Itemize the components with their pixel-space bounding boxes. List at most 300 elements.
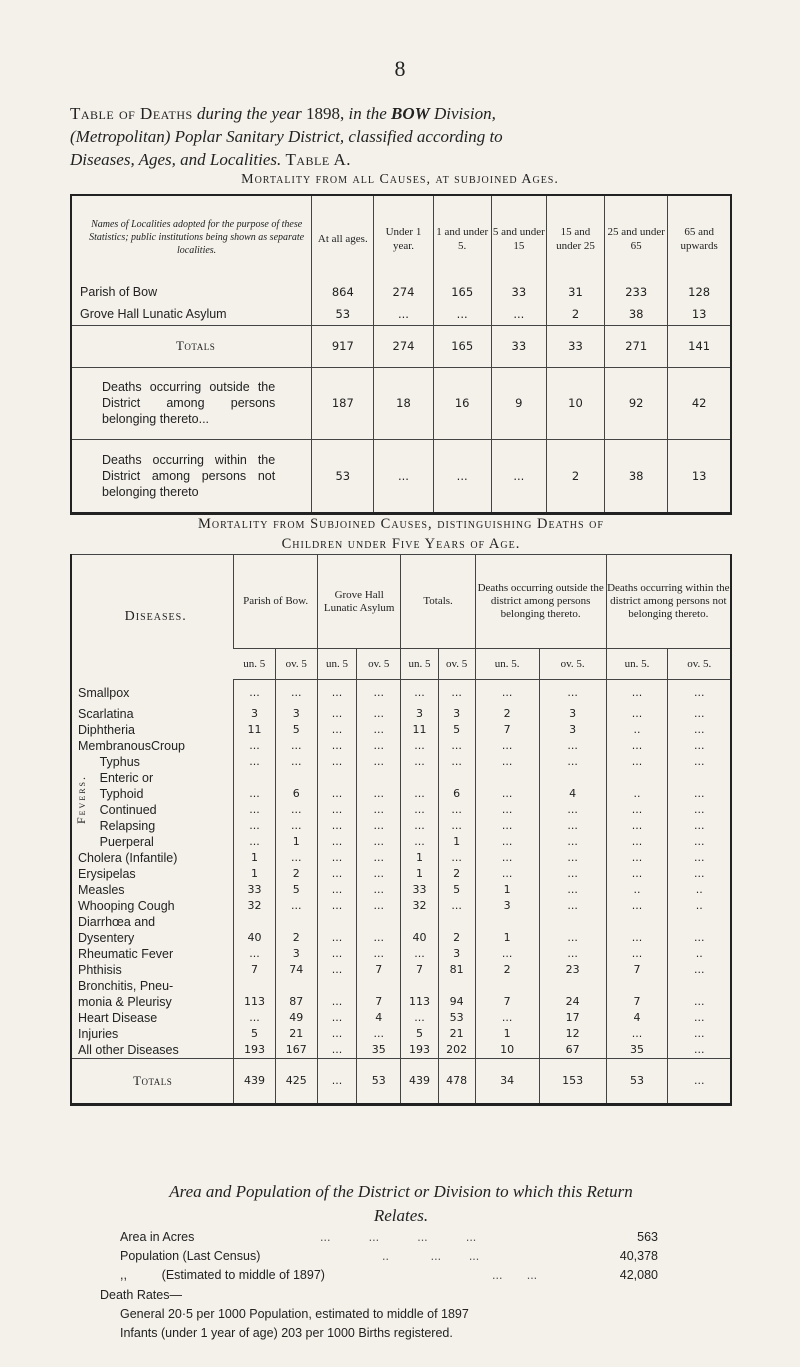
cell: ... — [401, 802, 438, 818]
disease-name: Relapsing — [99, 818, 156, 833]
cell: 113 — [401, 994, 438, 1010]
cell: 153 — [539, 1058, 606, 1104]
cell: ... — [317, 866, 356, 882]
cell: ... — [438, 818, 475, 834]
cell: ... — [606, 834, 668, 850]
fevers-group-label: Fevers. — [74, 775, 89, 825]
cell: ... — [234, 786, 275, 802]
col-header-25-65: 25 and under 65 — [605, 195, 668, 281]
title-caps: Table of Deaths — [70, 104, 193, 123]
cell: .. — [606, 722, 668, 738]
cell: 1 — [234, 866, 275, 882]
cell: 32 — [401, 898, 438, 914]
disease-name: Typhus — [99, 754, 140, 769]
cell: ... — [357, 850, 401, 866]
table-row — [71, 834, 731, 850]
disease-name: Typhoid — [99, 786, 144, 801]
table-row — [71, 994, 731, 1010]
cell: ... — [668, 994, 731, 1010]
cell: 274 — [374, 281, 433, 303]
infant-death-rate: Infants (under 1 year of age) 203 per 1000 Births registered. — [120, 1326, 453, 1340]
table-row — [71, 866, 731, 882]
disease-name: Rheumatic Fever — [78, 946, 174, 961]
cell: 187 — [312, 367, 374, 439]
cell: 53 — [357, 1058, 401, 1104]
cell: 233 — [605, 281, 668, 303]
table-row — [71, 1042, 731, 1059]
disease-name: Smallpox — [78, 685, 130, 700]
sub-header: un. 5. — [606, 649, 668, 680]
cell: ... — [374, 439, 433, 513]
cell: ... — [475, 850, 539, 866]
population-estimated-row: ,, (Estimated to middle of 1897) ... ... 42,080 — [120, 1268, 658, 1282]
cell: 3 — [234, 706, 275, 722]
cell: 21 — [275, 1026, 317, 1042]
table-row — [71, 303, 731, 325]
cell: ... — [317, 1010, 356, 1026]
cell: ... — [317, 1058, 356, 1104]
cell: ... — [539, 754, 606, 770]
estimated-label: ,, (Estimated to middle of 1897) — [120, 1268, 325, 1282]
cell: ... — [491, 303, 546, 325]
table-row — [71, 914, 731, 930]
cell: ... — [401, 1010, 438, 1026]
cell: ... — [234, 834, 275, 850]
disease-name: Erysipelas — [78, 866, 136, 881]
cell: 274 — [374, 325, 433, 367]
cell: 33 — [234, 882, 275, 898]
cell: 11 — [234, 722, 275, 738]
cell: 3 — [275, 706, 317, 722]
cell: 193 — [401, 1042, 438, 1059]
cell: ... — [357, 802, 401, 818]
group-header-parish-of-bow: Parish of Bow. — [234, 555, 318, 649]
cell: ... — [539, 802, 606, 818]
cell: ... — [275, 754, 317, 770]
cell: ... — [357, 754, 401, 770]
group-header-grove-hall: Grove Hall Lunatic Asylum — [317, 555, 401, 649]
cell: 7 — [357, 994, 401, 1010]
cell: 5 — [275, 722, 317, 738]
row-label: Deaths occurring outside the District among persons belonging thereto... — [71, 367, 312, 439]
cell: ... — [668, 1058, 731, 1104]
cell: ... — [668, 962, 731, 978]
table-row — [71, 850, 731, 866]
table-row — [71, 754, 731, 770]
cell: ... — [317, 834, 356, 850]
cell: ... — [606, 1026, 668, 1042]
table-row — [71, 978, 731, 994]
cell: ... — [357, 866, 401, 882]
cell: ... — [539, 818, 606, 834]
cell — [668, 770, 731, 786]
outside-row — [71, 367, 731, 439]
cell: 17 — [539, 1010, 606, 1026]
cell: ... — [275, 680, 317, 706]
cell: 1 — [475, 882, 539, 898]
cell: ... — [433, 439, 491, 513]
cell: ... — [317, 850, 356, 866]
cell: 13 — [668, 439, 731, 513]
cell: ... — [606, 680, 668, 706]
cell: ... — [234, 754, 275, 770]
cell: 33 — [546, 325, 604, 367]
col-header-65-up: 65 and upwards — [668, 195, 731, 281]
cell: 1 — [475, 930, 539, 946]
table2-caption-line1: Mortality from Subjoined Causes, distinguishing Deaths of — [198, 516, 604, 532]
cell: ... — [668, 1042, 731, 1059]
cell — [357, 770, 401, 786]
population-census-row: Population (Last Census) .. ... ... 40,378 — [120, 1249, 658, 1263]
cell — [234, 914, 275, 930]
cell — [401, 770, 438, 786]
cell: 3 — [275, 946, 317, 962]
cell: .. — [606, 882, 668, 898]
diseases-header: Diseases. — [124, 609, 187, 625]
cell — [317, 770, 356, 786]
cell: ... — [539, 898, 606, 914]
cell: 53 — [438, 1010, 475, 1026]
cell: ... — [234, 680, 275, 706]
cell: ... — [357, 722, 401, 738]
cell: ... — [475, 834, 539, 850]
cell: 4 — [539, 786, 606, 802]
page-title — [70, 102, 730, 171]
cell: 33 — [401, 882, 438, 898]
sub-header: un. 5 — [401, 649, 438, 680]
cell: ... — [317, 930, 356, 946]
disease-name: Continued — [99, 802, 157, 817]
disease-name: Scarlatina — [78, 706, 134, 721]
cell: ... — [475, 738, 539, 754]
cell: 42 — [668, 367, 731, 439]
table-row — [71, 722, 731, 738]
cell — [317, 978, 356, 994]
cell: 5 — [275, 882, 317, 898]
cell: ... — [606, 738, 668, 754]
cell: ... — [317, 898, 356, 914]
cell: 21 — [438, 1026, 475, 1042]
disease-name: MembranousCroup — [78, 738, 185, 753]
cell: 439 — [234, 1058, 275, 1104]
cell: ... — [668, 866, 731, 882]
cell: 10 — [546, 367, 604, 439]
cell: 94 — [438, 994, 475, 1010]
general-death-rate: General 20·5 per 1000 Population, estimated to middle of 1897 — [120, 1307, 469, 1321]
cell: 1 — [234, 850, 275, 866]
cell: 165 — [433, 325, 491, 367]
cell: ... — [317, 754, 356, 770]
cell: 74 — [275, 962, 317, 978]
cell: ... — [275, 818, 317, 834]
cell: ... — [357, 1026, 401, 1042]
population-value: 40,378 — [619, 1249, 658, 1263]
cell — [606, 978, 668, 994]
cell: 35 — [606, 1042, 668, 1059]
cell: 9 — [491, 367, 546, 439]
cell: ... — [475, 946, 539, 962]
cell: ... — [491, 439, 546, 513]
cell: ... — [668, 1026, 731, 1042]
title-line2: (Metropolitan) Poplar Sanitary District, classified according to — [70, 127, 503, 146]
cell: 18 — [374, 367, 433, 439]
cell: 81 — [438, 962, 475, 978]
cell: ... — [357, 946, 401, 962]
cell — [234, 978, 275, 994]
cell: ... — [475, 754, 539, 770]
cell: ... — [275, 898, 317, 914]
cell — [668, 914, 731, 930]
cell: 40 — [401, 930, 438, 946]
cell: ... — [606, 930, 668, 946]
cell: 3 — [438, 946, 475, 962]
col-header-1-5: 1 and under 5. — [433, 195, 491, 281]
cell: 23 — [539, 962, 606, 978]
sub-header: ov. 5 — [438, 649, 475, 680]
disease-name: Heart Disease — [78, 1010, 158, 1025]
cell: 1 — [275, 834, 317, 850]
table-row — [71, 738, 731, 754]
cell: ... — [317, 786, 356, 802]
cell: ... — [539, 866, 606, 882]
cell: 165 — [433, 281, 491, 303]
cell: .. — [668, 946, 731, 962]
cell — [475, 978, 539, 994]
cell: ... — [401, 680, 438, 706]
cell — [475, 914, 539, 930]
table-row — [71, 706, 731, 722]
cell — [317, 914, 356, 930]
row-label: Grove Hall Lunatic Asylum — [80, 306, 227, 321]
row-label: Deaths occurring within the District among persons not belonging thereto — [102, 452, 276, 499]
cell: ... — [357, 818, 401, 834]
sub-header: ov. 5 — [275, 649, 317, 680]
cell: ... — [668, 834, 731, 850]
table-row — [71, 930, 731, 946]
cell: ... — [668, 802, 731, 818]
cell: ... — [438, 738, 475, 754]
cell: ... — [234, 802, 275, 818]
area-title — [70, 1180, 732, 1228]
cell: 271 — [605, 325, 668, 367]
cell: ... — [357, 930, 401, 946]
table-row — [71, 680, 731, 706]
area-acres-row: Area in Acres ... ... ... ... 563 — [120, 1230, 658, 1244]
cell: 1 — [438, 834, 475, 850]
row-label: Totals — [71, 325, 312, 367]
cell: ... — [401, 834, 438, 850]
cell: ... — [433, 303, 491, 325]
cell: 4 — [357, 1010, 401, 1026]
cell: ... — [275, 850, 317, 866]
cell: 5 — [234, 1026, 275, 1042]
estimated-value: 42,080 — [619, 1268, 658, 1282]
cell: ... — [606, 946, 668, 962]
cell: 92 — [605, 367, 668, 439]
cell: ... — [438, 680, 475, 706]
cell: 425 — [275, 1058, 317, 1104]
cell: 202 — [438, 1042, 475, 1059]
cell: ... — [475, 866, 539, 882]
cell: ... — [668, 722, 731, 738]
cell: 2 — [475, 706, 539, 722]
cell: 141 — [668, 325, 731, 367]
cell: ... — [606, 802, 668, 818]
cell: ... — [357, 738, 401, 754]
cell: ... — [317, 722, 356, 738]
mortality-all-causes-table — [70, 194, 732, 515]
cell: ... — [357, 834, 401, 850]
cell — [539, 914, 606, 930]
cell: ... — [668, 738, 731, 754]
cell: 7 — [234, 962, 275, 978]
cell: 917 — [312, 325, 374, 367]
cell: 35 — [357, 1042, 401, 1059]
table-row — [71, 281, 731, 303]
cell: 5 — [438, 722, 475, 738]
disease-name: Cholera (Infantile) — [78, 850, 178, 865]
cell: 2 — [275, 866, 317, 882]
title-part2: in the — [348, 104, 387, 123]
table-row — [71, 802, 731, 818]
cell: ... — [438, 850, 475, 866]
cell — [606, 914, 668, 930]
title-part1: during the year — [196, 104, 302, 123]
cell: 7 — [606, 962, 668, 978]
cell: ... — [606, 818, 668, 834]
mortality-subjoined-causes-table — [70, 554, 732, 1106]
cell: ... — [539, 930, 606, 946]
population-label: Population (Last Census) — [120, 1249, 261, 1263]
cell: ... — [234, 946, 275, 962]
cell: ... — [317, 946, 356, 962]
cell: ... — [401, 754, 438, 770]
cell — [475, 770, 539, 786]
cell: 7 — [475, 994, 539, 1010]
table-row — [71, 898, 731, 914]
sub-header: un. 5 — [317, 649, 356, 680]
cell: ... — [475, 818, 539, 834]
table2-caption-line2: Children under Five Years of Age. — [281, 536, 521, 552]
cell: ... — [357, 706, 401, 722]
cell: 3 — [539, 722, 606, 738]
cell: ... — [357, 786, 401, 802]
cell: 5 — [438, 882, 475, 898]
cell: 2 — [546, 439, 604, 513]
cell — [606, 770, 668, 786]
cell: 3 — [475, 898, 539, 914]
cell: 167 — [275, 1042, 317, 1059]
cell: 128 — [668, 281, 731, 303]
table-row — [71, 770, 731, 786]
cell: ... — [668, 680, 731, 706]
cell: ... — [317, 802, 356, 818]
totals-label: Totals — [71, 1058, 234, 1104]
cell: 1 — [401, 866, 438, 882]
cell — [539, 978, 606, 994]
table-row — [71, 786, 731, 802]
table1-caption: Mortality from all Causes, at subjoined Ages. — [241, 172, 559, 187]
cell: 1 — [401, 850, 438, 866]
cell: 5 — [401, 1026, 438, 1042]
disease-name: Whooping Cough — [78, 898, 175, 913]
cell: ... — [606, 706, 668, 722]
cell: ... — [475, 680, 539, 706]
cell: 864 — [312, 281, 374, 303]
cell: 32 — [234, 898, 275, 914]
disease-name: Puerperal — [99, 834, 154, 849]
title-part3: Division, — [433, 104, 496, 123]
cell: ... — [606, 754, 668, 770]
disease-name: Diphtheria — [78, 722, 135, 737]
cell — [438, 770, 475, 786]
within-row — [71, 439, 731, 513]
table-row — [71, 1010, 731, 1026]
cell: 53 — [312, 439, 374, 513]
cell: 193 — [234, 1042, 275, 1059]
cell — [275, 770, 317, 786]
table-row — [71, 818, 731, 834]
cell: 53 — [312, 303, 374, 325]
cell: ... — [475, 802, 539, 818]
cell: ... — [357, 898, 401, 914]
cell: 113 — [234, 994, 275, 1010]
cell: ... — [668, 930, 731, 946]
disease-name: Injuries — [78, 1026, 119, 1041]
cell: 2 — [438, 930, 475, 946]
division-name: BOW — [391, 104, 430, 123]
cell: .. — [668, 898, 731, 914]
area-title-line2: Relates. — [373, 1206, 429, 1225]
cell: ... — [234, 738, 275, 754]
cell: ... — [401, 786, 438, 802]
cell: ... — [539, 680, 606, 706]
table-row — [71, 946, 731, 962]
cell: 6 — [438, 786, 475, 802]
sub-header: ov. 5. — [668, 649, 731, 680]
cell: 10 — [475, 1042, 539, 1059]
cell: ... — [357, 882, 401, 898]
cell: 7 — [606, 994, 668, 1010]
cell: 40 — [234, 930, 275, 946]
disease-name: Phthisis — [78, 962, 122, 977]
cell: ... — [401, 946, 438, 962]
cell: ... — [539, 882, 606, 898]
cell: 38 — [605, 303, 668, 325]
cell: 16 — [433, 367, 491, 439]
cell: .. — [606, 786, 668, 802]
cell: 12 — [539, 1026, 606, 1042]
cell: 31 — [546, 281, 604, 303]
cell: ... — [606, 898, 668, 914]
cell: ... — [275, 738, 317, 754]
cell: 2 — [546, 303, 604, 325]
cell: 6 — [275, 786, 317, 802]
cell: ... — [317, 1026, 356, 1042]
cell: ... — [475, 1010, 539, 1026]
cell: ... — [234, 818, 275, 834]
cell: 3 — [401, 706, 438, 722]
cell — [401, 914, 438, 930]
cell: ... — [668, 1010, 731, 1026]
title-year: 1898, — [306, 104, 345, 123]
cell: .. — [668, 882, 731, 898]
cell: 53 — [606, 1058, 668, 1104]
cell: 13 — [668, 303, 731, 325]
cell: ... — [317, 706, 356, 722]
cell: 4 — [606, 1010, 668, 1026]
totals-row — [71, 1058, 731, 1104]
